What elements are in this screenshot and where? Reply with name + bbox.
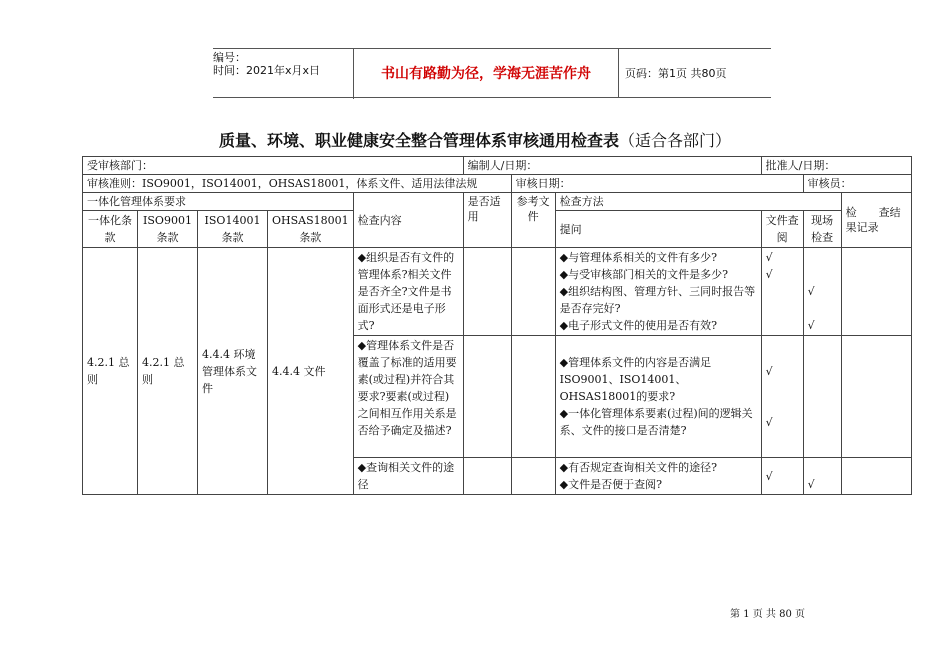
content-cell: ◆查询相关文件的途径 [353, 458, 463, 495]
result-cell [841, 458, 911, 495]
checklist-table [82, 156, 912, 495]
question-item: ◆管理体系文件的内容是否满足ISO9001、ISO14001、OHSAS18001的要求? [559, 356, 712, 403]
title-main: 质量、环境、职业健康安全整合管理体系审核通用检查表 [218, 131, 619, 150]
iso14001-header: ISO14001条款 [198, 211, 268, 248]
integrated-req-header: 一体化管理体系要求 [83, 193, 354, 211]
check-mark: √ [807, 478, 815, 491]
page-header [213, 48, 771, 98]
question-item: ◆电子形式文件的使用是否有效? [559, 319, 717, 332]
content-cell: ◆组织是否有文件的管理体系?相关文件是否齐全?文件是书面形式还是电子形式? [353, 248, 463, 336]
question-cell [555, 336, 761, 458]
header-row-1 [83, 193, 912, 211]
approved-by-cell: 批准人/日期： [761, 157, 911, 175]
check-mark: √ [765, 251, 773, 264]
audit-date-cell: 审核日期： [511, 175, 803, 193]
reference-cell [511, 336, 555, 458]
info-row-2 [83, 175, 912, 193]
reference-cell [511, 458, 555, 495]
table-row [83, 248, 912, 336]
doc-time-label: 时间：2021年x月x日 [213, 64, 321, 77]
result-cell [841, 248, 911, 336]
document-title [0, 128, 950, 151]
integrated-clause-header: 一体化条款 [83, 211, 138, 248]
site-check-header: 现场检查 [803, 211, 841, 248]
reference-cell [511, 248, 555, 336]
doc-number-label: 编号： [213, 51, 246, 64]
check-mark: √ [807, 319, 815, 332]
check-mark: √ [765, 415, 773, 429]
integrated-clause-cell: 4.2.1 总则 [83, 248, 138, 495]
check-mark: √ [765, 469, 773, 483]
criteria-cell: 审核准则：ISO9001，ISO14001，OHSAS18001，体系文件、适用法律法规 [83, 175, 512, 193]
page-footer: 第 1 页 共 80 页 [730, 609, 805, 620]
info-row-1 [83, 157, 912, 175]
check-mark: √ [765, 268, 773, 281]
check-mark: √ [765, 364, 773, 378]
content-cell: ◆管理体系文件是否覆盖了标准的适用要素(或过程)并符合其要求?要素(或过程)之间相互作用关系是否给予确定及描述? [353, 336, 463, 458]
auditor-cell: 审核员： [803, 175, 911, 193]
ohsas-clause-cell: 4.4.4 文件 [268, 248, 354, 495]
doc-check-cell [761, 458, 803, 495]
site-check-cell [803, 458, 841, 495]
doc-check-cell [761, 248, 803, 336]
applicable-cell [463, 248, 511, 336]
question-item: ◆与受审核部门相关的文件是多少? [559, 268, 728, 281]
question-cell [555, 458, 761, 495]
applicable-cell [463, 336, 511, 458]
title-suffix: （适合各部门） [619, 131, 732, 150]
site-check-cell [803, 248, 841, 336]
reference-header: 参考文件 [511, 193, 555, 248]
content-header: 检查内容 [353, 193, 463, 248]
iso14001-clause-cell: 4.4.4 环境管理体系文件 [198, 248, 268, 495]
iso9001-clause-cell: 4.2.1 总则 [138, 248, 198, 495]
applicable-header: 是否适用 [463, 193, 511, 248]
question-item: ◆文件是否便于查阅? [559, 478, 662, 491]
question-header: 提问 [555, 211, 761, 248]
site-check-cell [803, 336, 841, 458]
applicable-cell [463, 458, 511, 495]
header-page-info: 页码：第1页 共80页 [625, 67, 727, 80]
question-item: ◆与管理体系相关的文件有多少? [559, 251, 717, 264]
iso9001-header: ISO9001条款 [138, 211, 198, 248]
question-cell [555, 248, 761, 336]
doc-review-header: 文件查阅 [761, 211, 803, 248]
ohsas-header: OHSAS18001条款 [268, 211, 354, 248]
result-header: 检 查结果记录 [841, 193, 911, 248]
doc-check-cell [761, 336, 803, 458]
result-cell [841, 336, 911, 458]
question-item: ◆有否规定查询相关文件的途径? [559, 461, 717, 474]
prepared-by-cell: 编制人/日期： [463, 157, 761, 175]
method-header: 检查方法 [555, 193, 841, 211]
question-item: ◆组织结构图、管理方针、三同时报告等是否存完好? [559, 285, 756, 315]
header-motto: 书山有路勤为径，学海无涯苦作舟 [354, 49, 619, 97]
check-mark: √ [807, 285, 815, 298]
audited-dept-cell: 受审核部门： [83, 157, 464, 175]
question-item: ◆一体化管理体系要素(过程)间的逻辑关系、文件的接口是否清楚? [559, 407, 753, 437]
header-meta [213, 49, 354, 99]
